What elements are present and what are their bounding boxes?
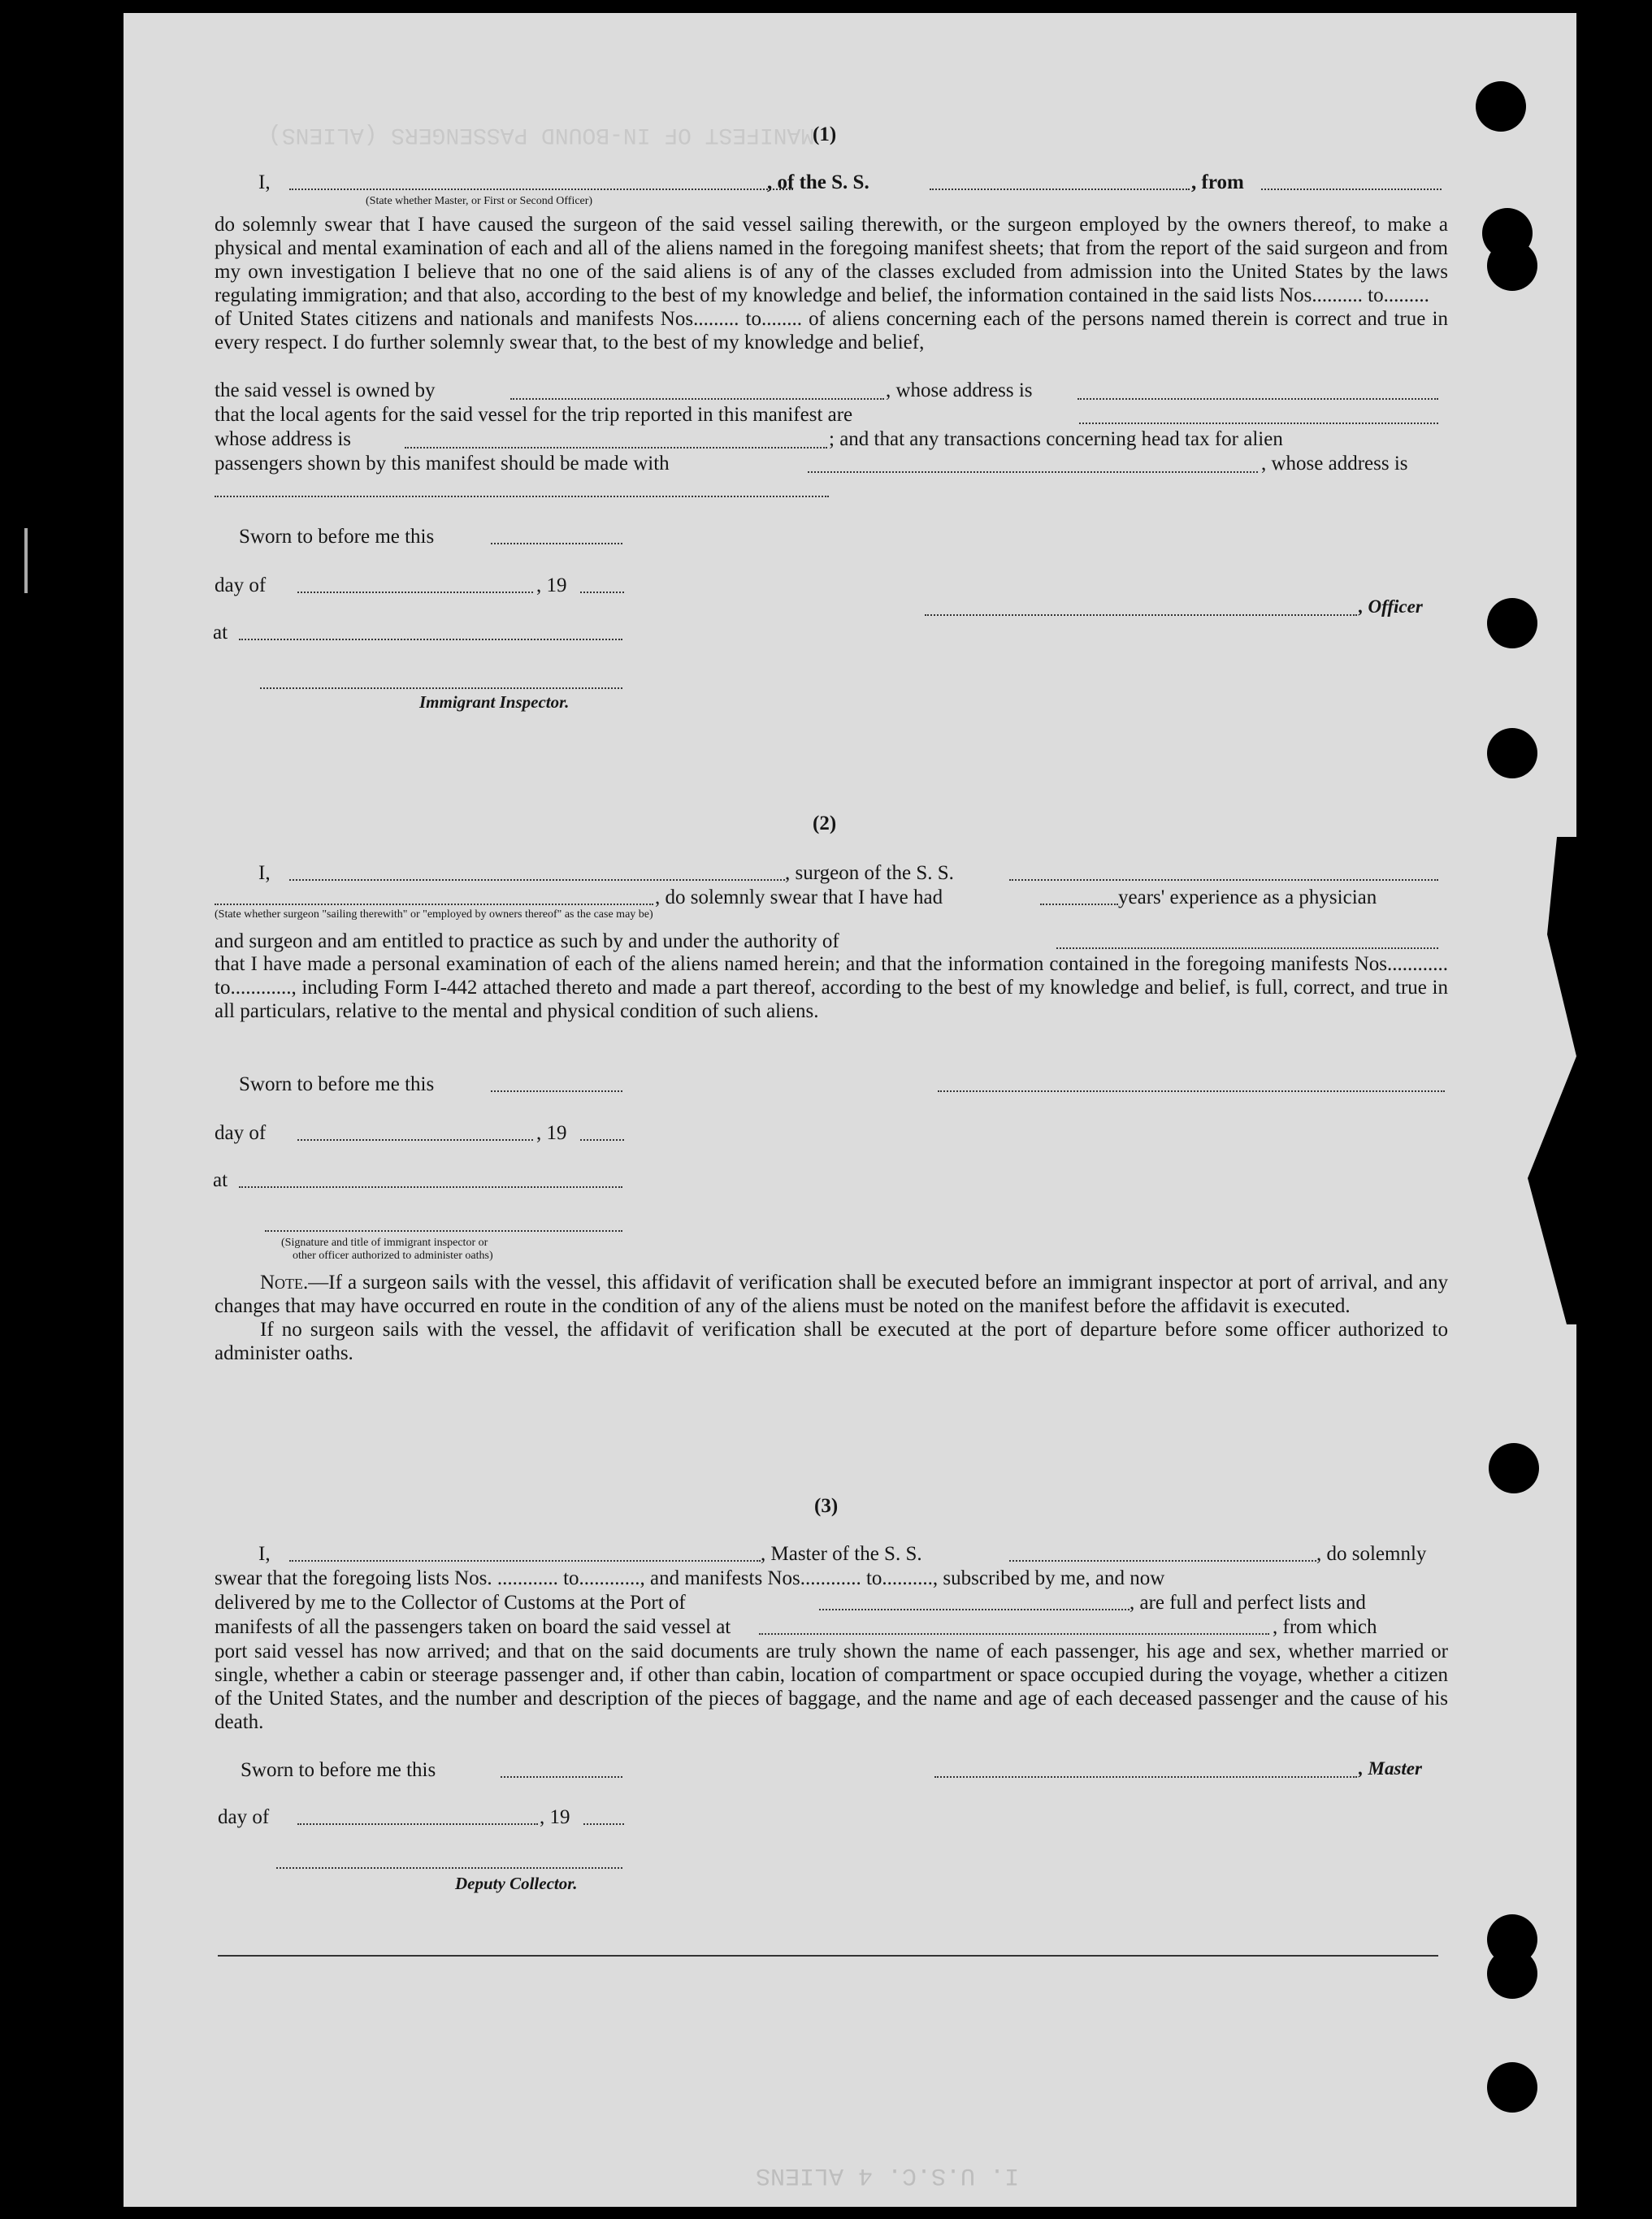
s1-place-field[interactable] [239, 639, 622, 640]
s2-place-field[interactable] [239, 1186, 622, 1188]
s1-oath-text-2: of United States citizens and nationals and manifests Nos......... to........ of aliens concerning each of the persons named therein is correct and true in every respect. I do further solemnly swear that, to the best of my knowledge and belief, [215, 308, 1448, 353]
s2-nineteen: , 19 [536, 1122, 567, 1144]
s2-note-text-2: If no surgeon sails with the vessel, the affidavit of verification shall be executed at the port of departure before some officer authorized to administer oaths. [215, 1319, 1448, 1364]
s1-tax-agent-field[interactable] [808, 471, 1258, 473]
s3-from-which: , from which [1273, 1616, 1377, 1638]
s2-surgeon-signature-field[interactable] [938, 1090, 1445, 1092]
s1-inspector-label: Immigrant Inspector. [419, 692, 570, 712]
punch-hole [1487, 2062, 1537, 2113]
s2-note-text: —If a surgeon sails with the vessel, this affidavit of verification shall be executed before an immigrant inspector at port of arrival, and any changes that may have occurred en route in the condition of any of the aliens must be noted on the manifest before the affidavit is executed. [215, 1272, 1448, 1317]
s3-nineteen: , 19 [540, 1806, 570, 1828]
s1-officer-label: , Officer [1359, 596, 1423, 617]
s1-nineteen: , 19 [536, 574, 567, 596]
s1-i: I, [258, 171, 271, 193]
s3-sworn: Sworn to before me this [241, 1759, 436, 1781]
s3-i: I, [258, 1543, 271, 1565]
s3-delivered: delivered by me to the Collector of Customs at the Port of [215, 1592, 686, 1614]
punch-hole [1476, 81, 1526, 132]
s1-head-tax: ; and that any transactions concerning head tax for alien [829, 428, 1283, 450]
s2-swear: , do solemnly swear that I have had [655, 886, 943, 908]
s3-master-of: , Master of the S. S. [761, 1543, 922, 1565]
s1-owner-field[interactable] [510, 398, 884, 400]
section-2-number: (2) [813, 813, 837, 834]
s1-officer-name-field[interactable] [289, 189, 793, 190]
s3-swear-line: swear that the foregoing lists Nos. ............ to............, and manifests Nos............ to.........., subscribed by me, and now [215, 1567, 1165, 1589]
section-1-number: (1) [813, 124, 837, 145]
s3-full-perfect: , are full and perfect lists and [1130, 1592, 1366, 1614]
s2-note-paragraph [215, 1271, 1448, 1365]
s2-sworn: Sworn to before me this [239, 1073, 435, 1095]
punch-hole [1487, 728, 1537, 778]
s2-note: (State whether surgeon "sailing therewith" or "employed by owners thereof" as the case may be) [215, 908, 653, 921]
s3-collector-signature-field[interactable] [276, 1867, 622, 1869]
bleed-through-title: MANIFEST OF IN-BOUND PASSENGERS (ALIENS) [268, 122, 815, 147]
s1-officer-signature-field[interactable] [925, 614, 1357, 616]
s1-at: at [213, 622, 228, 644]
s1-agents-address-field[interactable] [405, 447, 827, 449]
punch-hole [1487, 598, 1537, 648]
s1-whose-address-3: , whose address is [1261, 453, 1408, 475]
s2-i: I, [258, 862, 271, 884]
s1-from: , from [1191, 171, 1244, 193]
s1-note: (State whether Master, or First or Second Officer) [366, 195, 593, 207]
s3-master-name-field[interactable] [289, 1560, 761, 1562]
s2-inspector-signature-field[interactable] [265, 1230, 622, 1232]
punch-hole [1487, 1948, 1537, 1999]
s1-owned-by: the said vessel is owned by [215, 379, 436, 401]
s2-surgeon-of: , surgeon of the S. S. [785, 862, 954, 884]
section-3-number: (3) [814, 1495, 839, 1517]
s2-years-field[interactable] [1040, 904, 1118, 905]
s1-passengers: passengers shown by this manifest should be made with [215, 453, 670, 475]
s3-sworn-date-field[interactable] [501, 1776, 622, 1778]
s1-day-of: day of [215, 574, 267, 596]
s1-local-agents: that the local agents for the said vessel for the trip reported in this manifest are [215, 404, 853, 426]
s3-day-of: day of [218, 1806, 270, 1828]
s1-agents-field[interactable] [1079, 423, 1438, 424]
s2-years: years' experience as a physician [1118, 886, 1377, 908]
bleed-through-footer: I. U.S.C. 4 ALIENS [756, 2161, 1020, 2189]
s2-day-of: day of [215, 1122, 267, 1144]
s1-paragraph [215, 213, 1448, 354]
s2-paragraph [215, 952, 1448, 1023]
s3-manifests-all: manifests of all the passengers taken on board the said vessel at [215, 1616, 731, 1638]
s3-do-solemnly: , do solemnly [1316, 1543, 1427, 1565]
s2-authority: and surgeon and am entitled to practice as such by and under the authority of [215, 930, 839, 952]
s3-port-field[interactable] [819, 1609, 1130, 1610]
s2-month-field[interactable] [297, 1139, 533, 1141]
binding-mark [24, 528, 28, 593]
s3-paragraph [215, 1640, 1448, 1734]
s1-month-field[interactable] [297, 592, 533, 593]
s1-owner-address-field[interactable] [1077, 398, 1438, 400]
s1-from-field[interactable] [1261, 189, 1442, 190]
s1-whose-address: , whose address is [886, 379, 1033, 401]
s1-year-field[interactable] [580, 592, 624, 593]
s3-master-label: , Master [1359, 1758, 1422, 1779]
s3-deputy-label: Deputy Collector. [455, 1874, 578, 1893]
s2-note-label: Note. [260, 1272, 309, 1294]
s1-of-ss: , of the S. S. [767, 171, 869, 193]
s2-sig-note-1: (Signature and title of immigrant inspector or [281, 1237, 488, 1249]
s3-master-signature-field[interactable] [934, 1776, 1357, 1778]
s1-inspector-signature-field[interactable] [260, 687, 622, 689]
s1-sworn-date-field[interactable] [491, 543, 622, 544]
s2-surgeon-name-field[interactable] [289, 879, 785, 881]
s1-whose-address-2: whose address is [215, 428, 352, 450]
s2-surgeon-type-field[interactable] [215, 904, 653, 905]
s1-tax-agent-address-field[interactable] [215, 496, 829, 497]
punch-hole [1489, 1443, 1539, 1493]
s3-vessel-field[interactable] [1009, 1560, 1316, 1562]
s2-vessel-field[interactable] [1009, 879, 1438, 881]
s2-year-field[interactable] [580, 1139, 624, 1141]
s2-sworn-date-field[interactable] [491, 1090, 622, 1092]
s3-month-field[interactable] [297, 1823, 538, 1825]
s2-authority-field[interactable] [1056, 947, 1438, 949]
s2-sig-note-2: other officer authorized to administer oaths) [293, 1250, 493, 1262]
s1-sworn: Sworn to before me this [239, 526, 435, 548]
punch-hole [1487, 241, 1537, 291]
s3-embark-port-field[interactable] [759, 1633, 1269, 1635]
s2-at: at [213, 1169, 228, 1191]
s1-oath-text: do solemnly swear that I have caused the surgeon of the said vessel sailing therewith, or the surgeon employed by the owners thereof, to make a physical and mental examination of each and all of the aliens named in the foregoing manifest sheets; that from the report of the said surgeon and from my own investigation I believe that no one of the said aliens is of any of the classes excluded from admission into the United States by the laws regulating immigration; and that also, according to the best of my knowledge and belief, the information contained in the said lists Nos.......... to......... [215, 214, 1448, 306]
s1-vessel-field[interactable] [930, 189, 1190, 190]
bottom-rule [218, 1955, 1438, 1957]
s2-oath-text: that I have made a personal examination of each of the aliens named herein; and that the information contained in the foregoing manifests Nos............ to............, including Form I-442 attached thereto and made a part thereof, according to the best of my knowledge and belief, is full, correct, and true in all particulars, relative to the mental and physical condition of such aliens. [215, 953, 1448, 1022]
s3-oath-text: port said vessel has now arrived; and that on the said documents are truly shown the name of each passenger, his age and sex, whether married or single, whether a cabin or steerage passenger and, if other than cabin, location of compartment or space occupied during the voyage, whether a citizen of the United States, and the number and description of the pieces of baggage, and the name and age of each deceased passenger and the cause of his death. [215, 1640, 1448, 1733]
s3-year-field[interactable] [583, 1823, 624, 1825]
